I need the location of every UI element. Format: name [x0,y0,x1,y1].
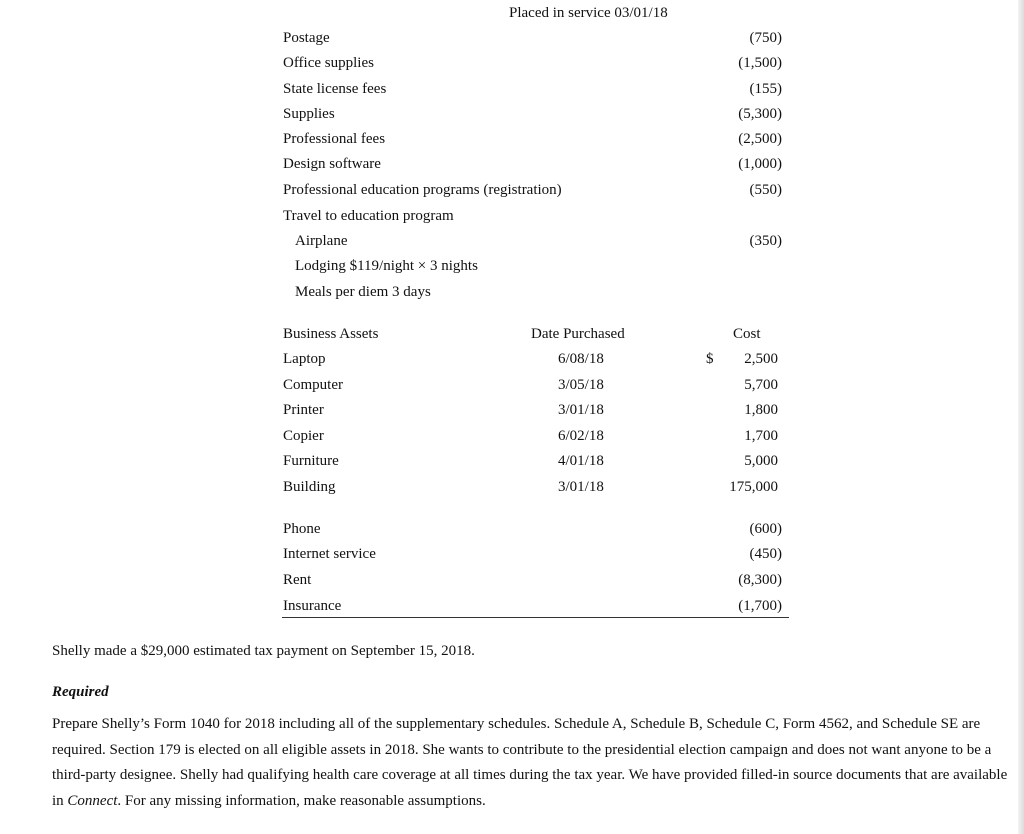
expense-label: Postage [283,30,330,46]
expense-value: (750) [749,30,782,46]
asset-cost: 5,700 [744,377,778,393]
connect-italic: Connect [67,792,118,809]
table-header-cost: Cost [733,326,761,342]
table-header-assets: Business Assets [283,326,379,342]
required-heading: Required [52,684,109,700]
expense-label: Professional fees [283,131,386,147]
expense-value: (5,300) [738,106,782,122]
table-header-date: Date Purchased [531,326,625,342]
expense-value: (1,500) [738,55,782,71]
expense-value: (450) [749,546,782,562]
expense-label: Airplane [295,233,348,249]
asset-cost: 5,000 [744,453,778,469]
asset-date: 3/01/18 [558,402,604,418]
expense-value: (550) [749,182,782,198]
table-bottom-rule [282,617,789,618]
expense-label: Meals per diem 3 days [295,284,431,300]
expense-value: (600) [749,521,782,537]
expense-value: (350) [749,233,782,249]
expense-label: Office supplies [283,55,374,71]
expense-label: Phone [283,521,321,537]
asset-date: 3/01/18 [558,479,604,495]
required-text-part: . For any missing information, make reasonable assumptions. [117,792,486,809]
page-edge-shadow [1018,0,1024,834]
asset-date: 6/08/18 [558,351,604,367]
asset-cost: 1,800 [744,402,778,418]
required-paragraph [52,712,1012,814]
expense-label: Supplies [283,106,335,122]
required-text-part: Prepare Shelly’s Form 1040 for 2018 including all of the supplementary schedules. Schedule A, Schedule B, Schedule C, Form 4562, and Schedule SE are required. Section 179 is elected on all eligible assets in 2018. She wants to contribute to the presidential election campaign and does not want anyone to be a third-party designee. Shelly had qualifying health care coverage at all times during the tax year. We have provided filled-in source documents that are available in [52,716,1008,809]
asset-date: 6/02/18 [558,428,604,444]
asset-name: Laptop [283,351,326,367]
expense-value: (1,000) [738,156,782,172]
asset-name: Furniture [283,453,339,469]
asset-cost: 175,000 [729,479,778,495]
expense-label: Internet service [283,546,376,562]
asset-name: Printer [283,402,324,418]
estimated-payment-text: Shelly made a $29,000 estimated tax payment on September 15, 2018. [52,643,475,659]
expense-label: Professional education programs (registration) [283,182,562,198]
expense-value: (155) [749,81,782,97]
expense-label: Travel to education program [283,208,454,224]
expense-label: Rent [283,572,312,588]
expense-label: Lodging $119/night × 3 nights [295,258,478,274]
asset-cost: 1,700 [744,428,778,444]
asset-name: Building [283,479,336,495]
asset-cost: 2,500 [744,351,778,367]
currency-symbol: $ [706,351,714,367]
expense-label: Design software [283,156,381,172]
placed-in-service-label: Placed in service 03/01/18 [509,5,668,21]
expense-value: (1,700) [738,598,782,614]
expense-label: State license fees [283,81,387,97]
asset-name: Computer [283,377,343,393]
asset-name: Copier [283,428,324,444]
expense-value: (2,500) [738,131,782,147]
expense-value: (8,300) [738,572,782,588]
expense-label: Insurance [283,598,342,614]
asset-date: 4/01/18 [558,453,604,469]
asset-date: 3/05/18 [558,377,604,393]
